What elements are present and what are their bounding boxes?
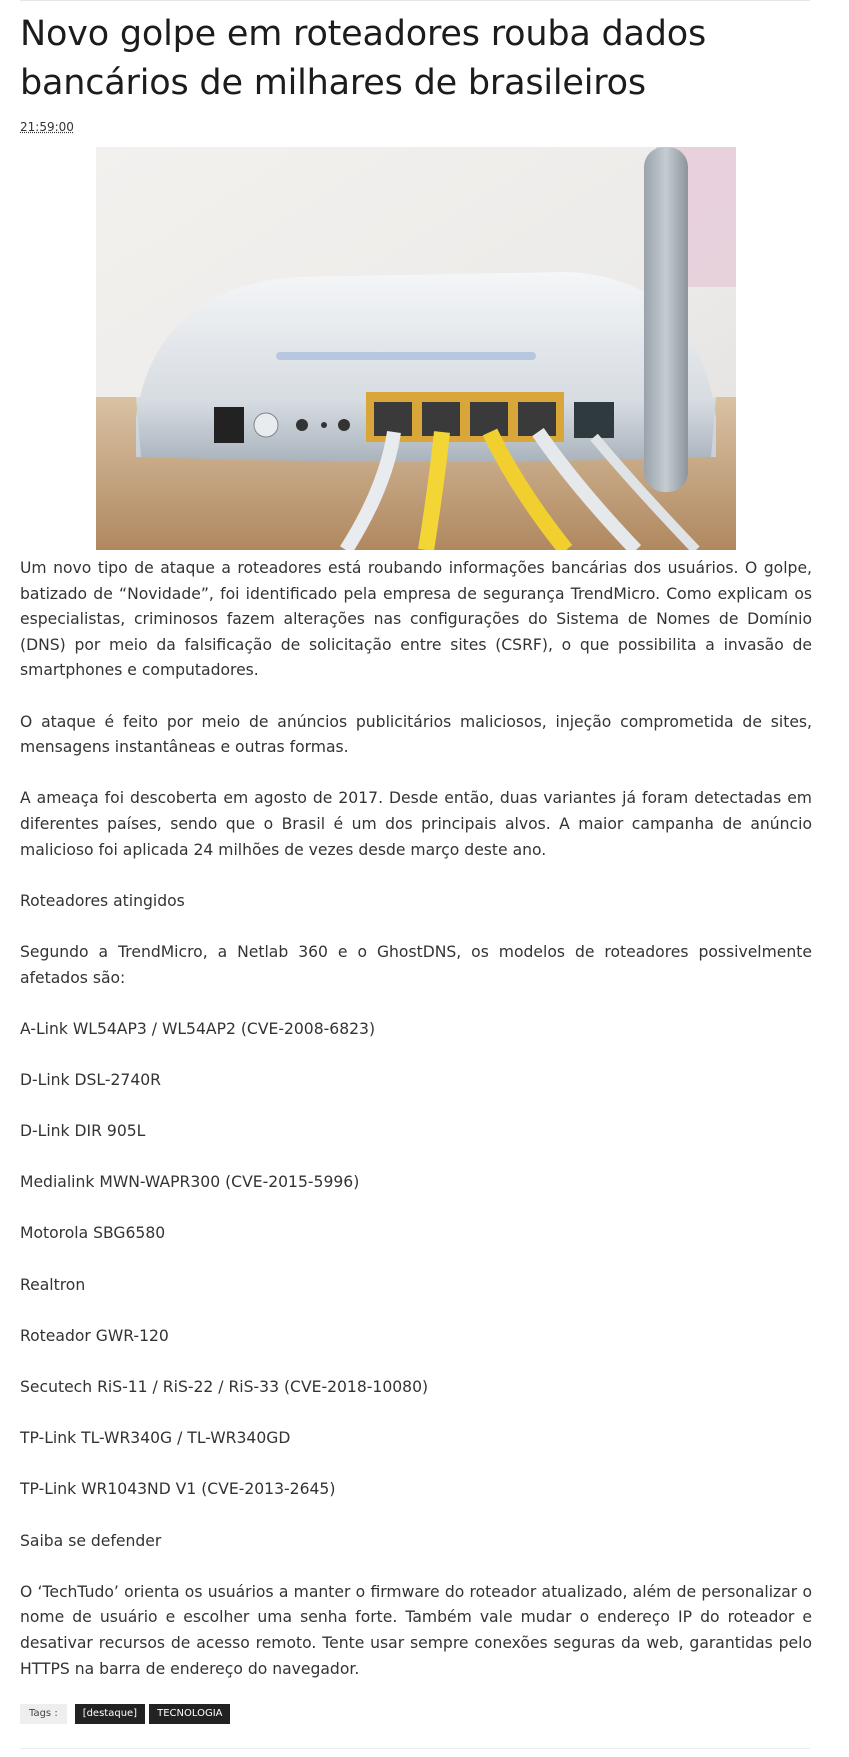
tag-tecnologia[interactable]: TECNOLOGIA — [149, 1704, 230, 1724]
tag-destaque[interactable]: [destaque] — [75, 1704, 145, 1724]
paragraph: O ataque é feito por meio de anúncios publicitários maliciosos, injeção comprometida de sites, mensagens instantâneas e outras formas. — [20, 712, 812, 757]
router-model-item: Roteador GWR-120 — [20, 1326, 169, 1345]
paragraph: Segundo a TrendMicro, a Netlab 360 e o GhostDNS, os modelos de roteadores possivelmente afetados são: — [20, 942, 812, 987]
tags-bar — [20, 1704, 230, 1724]
router-model-item: D-Link DIR 905L — [20, 1122, 146, 1141]
router-model-item: Motorola SBG6580 — [20, 1224, 166, 1243]
router-model-item: Secutech RiS-11 / RiS-22 / RiS-33 (CVE-2018-10080) — [20, 1378, 429, 1396]
article-title: Novo golpe em roteadores rouba dados bancários de milhares de brasileiros — [20, 14, 707, 103]
section-heading-defender: Saiba se defender — [20, 1531, 162, 1550]
paragraph: Um novo tipo de ataque a roteadores está roubando informações bancárias dos usuários. O golpe, batizado de “Novidade”, foi identificado pela empresa de segurança TrendMicro. Como explicam os especialistas, criminosos fazem alterações nas configurações do Sistema de Nomes de Domínio (DNS) por meio da falsificação de solicitação entre sites (CSRF), o que possibilita a invasão de smartphones e computadores. — [20, 559, 812, 680]
publish-time[interactable]: 21:59:00 — [20, 120, 74, 134]
router-photo-icon — [96, 147, 736, 550]
router-model-item: A-Link WL54AP3 / WL54AP2 (CVE-2008-6823) — [20, 1019, 376, 1038]
article-body — [20, 556, 812, 1708]
router-model-item: Medialink MWN-WAPR300 (CVE-2015-5996) — [20, 1173, 360, 1192]
router-model-item: TP-Link WR1043ND V1 (CVE-2013-2645) — [20, 1480, 336, 1499]
bottom-divider — [20, 1748, 810, 1749]
router-model-item: D-Link DSL-2740R — [20, 1070, 161, 1089]
section-heading-roteadores: Roteadores atingidos — [20, 891, 185, 910]
router-model-item: TP-Link TL-WR340G / TL-WR340GD — [20, 1429, 291, 1448]
paragraph: A ameaça foi descoberta em agosto de 2017. Desde então, duas variantes já foram detectadas em diferentes países, sendo que o Brasil é um dos principais alvos. A maior campanha de anúncio malicioso foi aplicada 24 milhões de vezes desde março deste ano. — [20, 789, 812, 859]
router-model-item: Realtron — [20, 1275, 86, 1294]
tags-label: Tags : — [20, 1704, 71, 1724]
article-image-router — [96, 147, 736, 550]
article-header — [20, 0, 810, 135]
paragraph: O ‘TechTudo’ orienta os usuários a manter o firmware do roteador atualizado, além de personalizar o nome de usuário e escolher uma senha forte. Também vale mudar o endereço IP do roteador e desativar recursos de acesso remoto. Tente usar sempre conexões seguras da web, garantidas pelo HTTPS na barra de endereço do navegador. — [20, 1582, 812, 1678]
